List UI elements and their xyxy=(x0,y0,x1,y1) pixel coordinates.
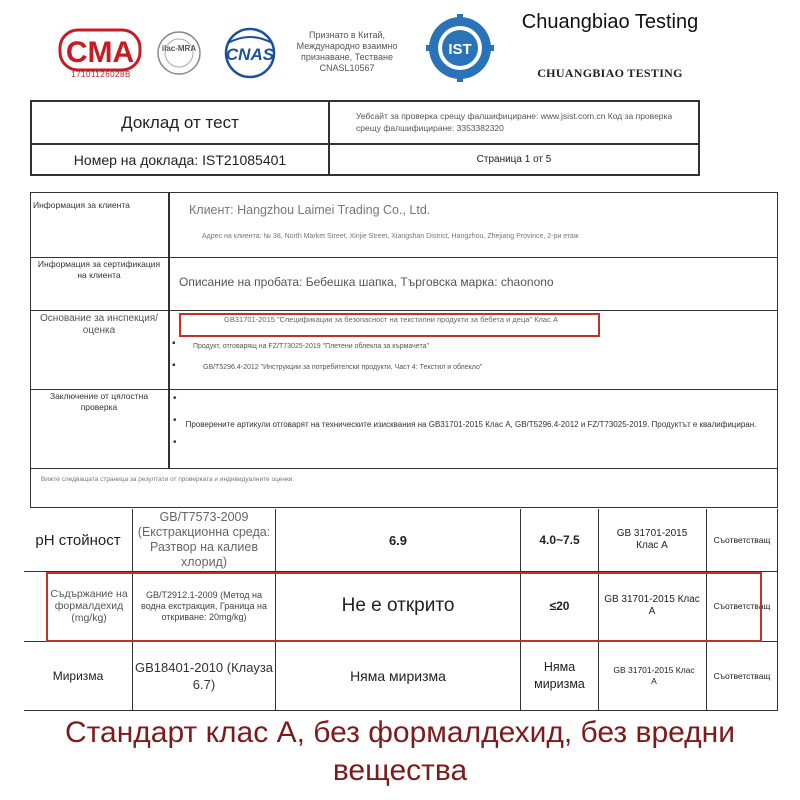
sample-description: Описание на пробата: Бебешка шапка, Търговска марка: chaonono xyxy=(179,275,554,289)
highlight-box-formaldehyde xyxy=(46,572,762,642)
result-verdict: Съответстващ xyxy=(713,535,771,545)
result-verdict: Съответстващ xyxy=(713,601,771,611)
report-number: Номер на доклада: IST21085401 xyxy=(32,145,330,174)
recognition-text: Признато в Китай, Международно взаимно признаване, Тестване CNASL10567 xyxy=(296,30,398,73)
client-info-table: Информация за клиента Клиент: Hangzhou Laimei Trading Co., Ltd. Адрес на клиента: № 38, North Market Street, Xinjie Street, Xiangshan District, Hangzhou, Zhejiang Province, 2-ри етаж Информация за сертификация на клиента Описание на пробата: Бебешка шапка, Търговска марка: chaonono Основание за инспекция/оценка GB31701-2015 "Спецификации за безопасност на текстилни продукти за бебета и деца" Клас А ▪ Продукт, отговарящ на FZ/T73025-2019 "Плетени облекла за кърмачета" ▪ GB/T5296.4-2012 "Инструкции за потребителски продукти, Част 4: Текстил и облекло" Заключение от цялостна проверка • • Проверените артикули отговарят на техническите изисквания на GB31701-2015 Клас А, GB/T5296.4-2012 и FZ/T73025-2019. Продуктът е квалифициран. • Вижте следващата страница за резултати от проверката и индивидуалните оценки. xyxy=(30,192,778,508)
result-value: 6.9 xyxy=(388,532,408,548)
svg-text:CNAS: CNAS xyxy=(225,45,275,64)
cnas-logo-icon xyxy=(214,27,286,79)
certification-info-label: Информация за сертификация на клиента xyxy=(37,259,161,280)
note-text: Вижте следващата страница за резултати от проверката и индивидуалните оценки. xyxy=(41,476,295,483)
result-method: GB18401-2010 (Клауза 6.7) xyxy=(134,659,274,692)
client-name: Клиент: Hangzhou Laimei Trading Co., Ltd. xyxy=(189,203,431,217)
company-name-en: CHUANGBIAO TESTING xyxy=(537,66,683,80)
results-table xyxy=(24,509,778,711)
result-item: pH стойност xyxy=(35,531,121,549)
result-method: GB/T2912.1-2009 (Метод на водна екстракция, Граница на откриване: 20mg/kg) xyxy=(141,589,267,622)
verification-website: Уебсайт за проверка срещу фалшифициране: www.jsist.com.cn Код за проверка срещу фалшифициране: 3353382320 xyxy=(330,102,698,145)
conclusion-label: Заключение от цялостна проверка xyxy=(49,391,149,412)
ilac-mra-logo-icon xyxy=(150,30,208,76)
page-indicator: Страница 1 от 5 xyxy=(476,154,552,165)
company-name: Chuangbiao Testing xyxy=(521,11,699,33)
highlight-box-standard xyxy=(179,313,600,337)
cma-code: 17101126028B xyxy=(71,70,131,79)
result-item: Миризма xyxy=(52,668,104,683)
ist-logo-icon xyxy=(426,14,494,82)
result-value: Няма миризма xyxy=(350,667,446,684)
result-item: Съдържание на формалдехид (mg/kg) xyxy=(50,588,128,624)
result-standard: GB 31701-2015 Клас А xyxy=(604,594,700,617)
result-standard: GB 31701-2015 Клас А xyxy=(613,664,695,686)
report-header-table xyxy=(30,100,700,176)
result-standard: GB 31701-2015 Клас А xyxy=(616,528,688,551)
report-title: Доклад от тест xyxy=(32,102,330,145)
basis-standard-3: GB/T5296.4-2012 "Инструкции за потребителски продукти, Част 4: Текстил и облекло" xyxy=(203,364,483,371)
footer-caption: Стандарт клас А, без формалдехид, без вредни вещества xyxy=(64,716,735,787)
result-method: GB/T7573-2009 (Екстракционна среда: Разтвор на калиев хлорид) xyxy=(137,510,271,569)
svg-text:IST: IST xyxy=(448,41,472,58)
result-value: Не е открито xyxy=(341,595,455,616)
basis-label: Основание за инспекция/оценка xyxy=(40,313,158,336)
result-limit: Няма миризма xyxy=(534,659,585,691)
client-address: Адрес на клиента: № 38, North Market Street, Xinjie Street, Xiangshan District, Hangzhou, Zhejiang Province, 2-ри етаж xyxy=(202,233,579,240)
result-verdict: Съответстващ xyxy=(713,670,771,681)
basis-standard-2: Продукт, отговарящ на FZ/T73025-2019 "Плетени облекла за кърмачета" xyxy=(193,343,429,350)
ilac-mra-logo: ilac-MRA xyxy=(161,44,197,53)
svg-text:CMA: CMA xyxy=(65,36,135,69)
result-limit: ≤20 xyxy=(549,599,570,613)
basis-standard-1: GB31701-2015 "Спецификации за безопасност на текстилни продукти за бебета и деца" Клас А xyxy=(224,315,558,324)
result-limit: 4.0~7.5 xyxy=(539,533,580,547)
conclusion-text: Проверените артикули отговарят на техническите изисквания на GB31701-2015 Клас А, GB/T5296.4-2012 и FZ/T73025-2019. Продуктът е квалифициран. xyxy=(185,420,757,429)
client-info-label: Информация за клиента xyxy=(33,200,130,210)
